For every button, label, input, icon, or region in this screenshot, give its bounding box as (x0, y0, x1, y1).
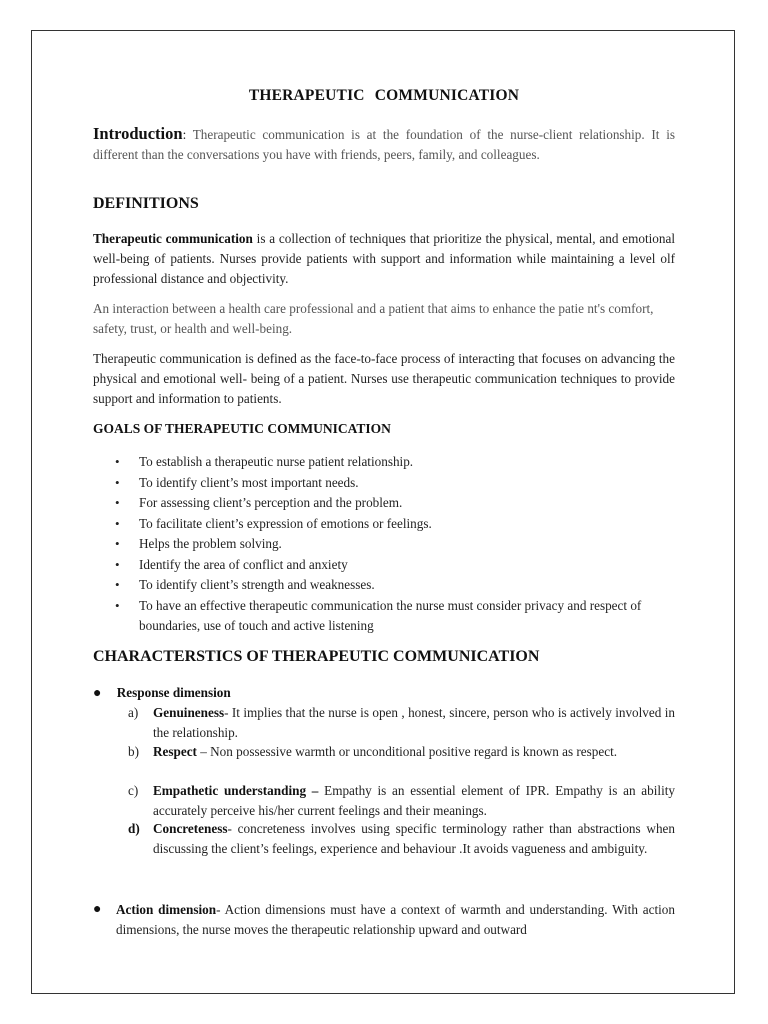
bullet-icon: • (115, 515, 120, 531)
item-term: Empathetic understanding – (153, 783, 319, 798)
bullet-icon: ● (93, 686, 102, 701)
intro-paragraph (93, 124, 675, 165)
bullet-icon: • (115, 597, 120, 613)
action-dimension-text: - Action dimensions must have a context of warmth and understanding. With action dimensions, the nurse moves the therapeutic relationship upward and outward (116, 902, 675, 937)
response-item-genuineness: a) Genuineness- It implies that the nurse is open , honest, sincere, person who is actively involved in the relationship. (128, 705, 675, 740)
intro-heading: Introduction (93, 124, 183, 143)
response-dimension (93, 683, 231, 703)
list-item: • To facilitate client’s expression of emotions or feelings. (93, 514, 683, 535)
item-term: Respect (153, 744, 197, 759)
action-dimension (93, 900, 675, 940)
intro-text: Therapeutic communication is at the foundation of the nurse-client relationship. It is different than the conversations you have with friends, peers, family, and colleagues. (93, 127, 675, 162)
list-item: • To identify client’s strength and weaknesses. (93, 575, 683, 596)
bullet-icon: • (115, 454, 120, 469)
bullet-icon: • (115, 474, 120, 490)
list-item: • To have an effective therapeutic communication the nurse must consider privacy and respect of boundaries, use of touch and active listening (115, 597, 642, 633)
goals-heading: GOALS OF THERAPEUTIC COMMUNICATION (93, 421, 391, 436)
document-title: THERAPEUTIC COMMUNICATION (248, 87, 520, 104)
item-term: Concreteness (153, 821, 228, 836)
definition-1 (93, 229, 675, 289)
characteristics-heading: CHARACTERSTICS OF THERAPEUTIC COMMUNICATION (93, 648, 540, 665)
list-item: • Identify the area of conflict and anxiety (93, 555, 683, 576)
item-term: Genuineness (153, 705, 225, 720)
bullet-icon: • (115, 556, 120, 572)
response-item-concreteness: d) Concreteness- concreteness involves using specific terminology rather than abstractions when discussing the client’s feelings, experience and behaviour .It avoids vagueness and ambiguity. (128, 821, 675, 856)
goals-list-container (93, 452, 683, 637)
definition-3: Therapeutic communication is defined as the face-to-face process of interacting that focuses on advancing the physical and emotional well- being of a patient. Nurses use therapeutic communication techniques to provide support and information to patients. (93, 351, 675, 406)
definition-2: An interaction between a health care professional and a patient that aims to enhance the patie nt's comfort, safety, trust, or health and well-being. (93, 301, 654, 336)
bullet-icon: • (115, 536, 120, 551)
goals-list (93, 452, 683, 637)
action-dimension-label: Action dimension (116, 902, 217, 917)
list-item: • For assessing client’s perception and the problem. (93, 493, 683, 514)
list-item: • Helps the problem solving. (93, 534, 683, 555)
response-item-empathy: c) Empathetic understanding – Empathy is an essential element of IPR. Empathy is an ability accurately perceive his/her current feelings and their meanings. (128, 783, 675, 818)
bullet-icon: ● (93, 902, 102, 917)
definitions-heading: DEFINITIONS (93, 195, 199, 212)
intro-colon: : (182, 127, 187, 142)
bullet-icon: • (115, 495, 120, 510)
response-dimension-label: Response dimension (116, 685, 231, 700)
response-item-respect: b) Respect – Non possessive warmth or unconditional positive regard is known as respect. (128, 744, 618, 759)
definition-1-text: is a collection of techniques that prioritize the physical, mental, and emotional well-being of patients. Nurses provide patients with support and information while maintaining a level olf professional distance and objectivity. (93, 231, 676, 286)
bullet-icon: • (115, 577, 120, 592)
definition-1-term: Therapeutic communication (93, 231, 253, 246)
list-item: • To establish a therapeutic nurse patient relationship. (93, 452, 683, 473)
list-item: • To identify client’s most important needs. (93, 473, 683, 494)
